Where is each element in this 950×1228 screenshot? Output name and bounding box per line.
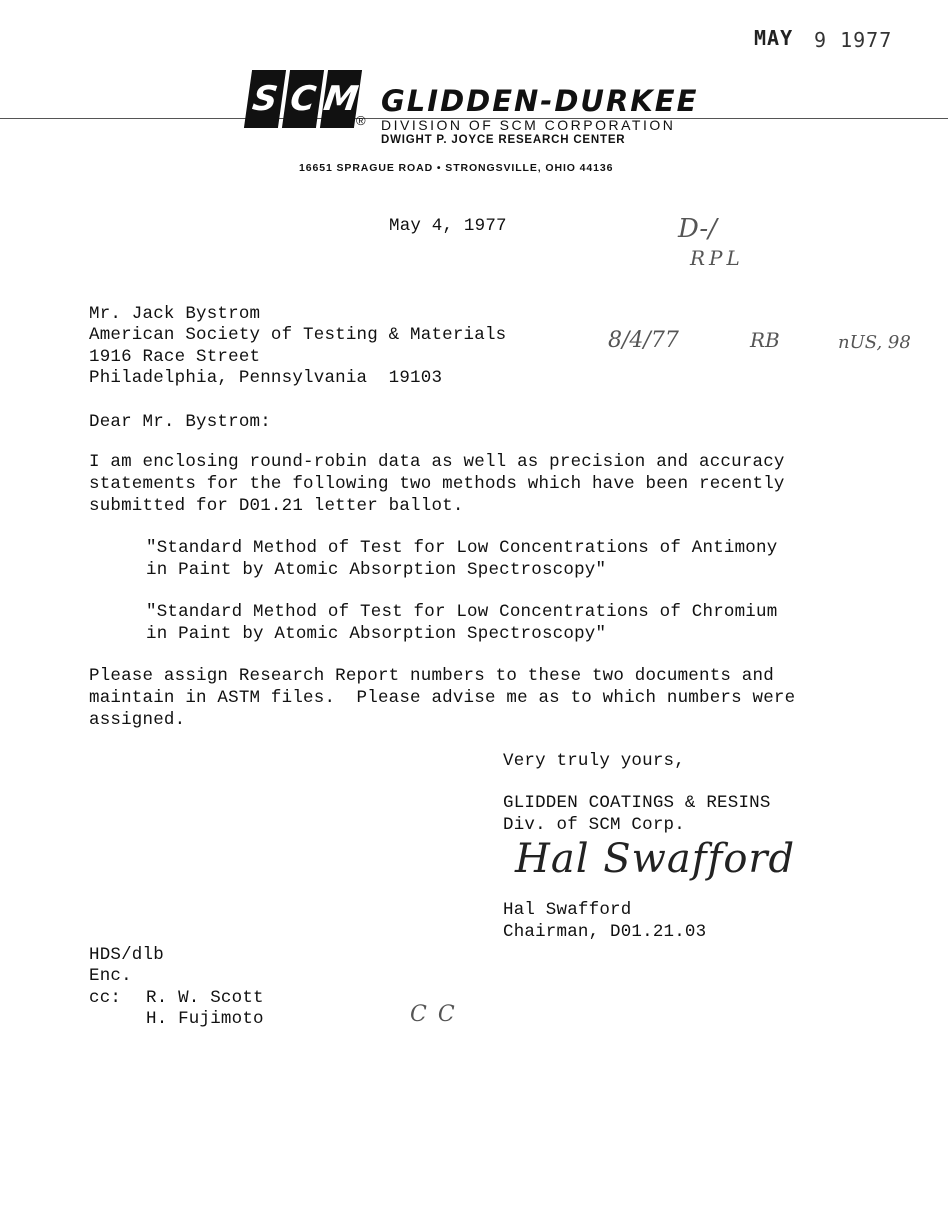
- company-name: GLIDDEN-DURKEE: [381, 84, 699, 118]
- signer-title: Chairman, D01.21.03: [503, 922, 707, 942]
- company-address: 16651 SPRAGUE ROAD • STRONGSVILLE, OHIO 44136: [299, 162, 614, 174]
- closing-company: GLIDDEN COATINGS & RESINS: [503, 793, 771, 813]
- recipient-organization: American Society of Testing & Materials: [89, 325, 507, 345]
- research-center-line: DWIGHT P. JOYCE RESEARCH CENTER: [381, 134, 626, 146]
- method-line: "Standard Method of Test for Low Concentrations of Chromium: [146, 602, 778, 622]
- body-line: statements for the following two methods which have been recently: [89, 474, 785, 494]
- body-line: Please assign Research Report numbers to these two documents and: [89, 666, 774, 686]
- logo-letter-c: C: [282, 70, 324, 128]
- method-line: "Standard Method of Test for Low Concentrations of Antimony: [146, 538, 778, 558]
- received-stamp-date: 9 1977: [814, 28, 893, 52]
- recipient-street: 1916 Race Street: [89, 347, 261, 367]
- signature: Hal Swafford: [515, 836, 796, 882]
- enclosure-note: Enc.: [89, 966, 132, 986]
- body-line: maintain in ASTM files. Please advise me as to which numbers were: [89, 688, 796, 708]
- salutation: Dear Mr. Bystrom:: [89, 412, 271, 432]
- logo-letter-m: M: [320, 70, 362, 128]
- cc-label: cc:: [89, 988, 122, 1008]
- method-line: in Paint by Atomic Absorption Spectroscopy": [146, 560, 607, 580]
- logo-letter-s: S: [244, 70, 286, 128]
- division-line: DIVISION OF SCM CORPORATION: [381, 117, 676, 133]
- handwritten-cc-mark: C C: [410, 1002, 457, 1027]
- signer-name: Hal Swafford: [503, 900, 632, 920]
- body-line: assigned.: [89, 710, 186, 730]
- method-line: in Paint by Atomic Absorption Spectroscopy": [146, 624, 607, 644]
- cc-recipient: R. W. Scott: [146, 988, 264, 1008]
- handwritten-file-date: 8/4/77: [608, 328, 679, 353]
- received-stamp-month: MAY: [754, 26, 794, 50]
- letter-date: May 4, 1977: [389, 216, 507, 236]
- recipient-name: Mr. Jack Bystrom: [89, 304, 261, 324]
- handwritten-file-initials: RB: [750, 328, 780, 352]
- body-line: submitted for D01.21 letter ballot.: [89, 496, 464, 516]
- cc-recipient: H. Fujimoto: [146, 1009, 264, 1029]
- recipient-city: Philadelphia, Pennsylvania 19103: [89, 368, 443, 388]
- handwritten-note-initials: RPL: [690, 246, 744, 270]
- valediction: Very truly yours,: [503, 751, 685, 771]
- closing-division: Div. of SCM Corp.: [503, 815, 685, 835]
- handwritten-note-top: D-/: [678, 214, 717, 244]
- typist-initials: HDS/dlb: [89, 945, 164, 965]
- handwritten-file-ref: nUS, 98: [838, 332, 911, 353]
- registered-mark-icon: ®: [356, 113, 366, 128]
- body-line: I am enclosing round-robin data as well as precision and accuracy: [89, 452, 785, 472]
